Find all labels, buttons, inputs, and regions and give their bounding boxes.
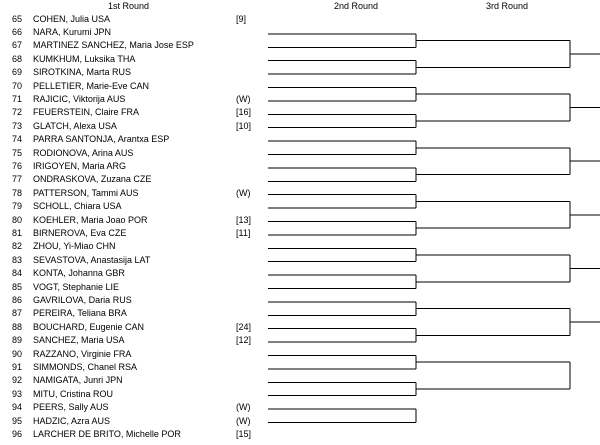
draw-number: 79	[11, 201, 22, 212]
draw-number: 77	[11, 174, 22, 185]
draw-number: 69	[11, 67, 22, 78]
player-name: RAJICIC, Viktorija AUS	[33, 93, 126, 104]
seed-label: (W)	[236, 415, 251, 426]
draw-number: 80	[11, 214, 22, 225]
draw-number: 81	[11, 227, 22, 238]
player-name: VOGT, Stephanie LIE	[33, 281, 120, 292]
draw-number: 70	[11, 80, 22, 91]
player-name: GAVRILOVA, Daria RUS	[33, 294, 132, 305]
seed-label: [9]	[236, 13, 247, 24]
player-name: PEERS, Sally AUS	[33, 402, 109, 413]
player-name: COHEN, Julia USA	[33, 13, 111, 24]
player-name: PATTERSON, Tammi AUS	[33, 187, 139, 198]
draw-number: 67	[11, 40, 22, 51]
header-3rd-round: 3rd Round	[486, 1, 529, 11]
seed-label: [15]	[236, 428, 252, 439]
player-name: SIROTKINA, Marta RUS	[33, 67, 132, 78]
player-name: GLATCH, Alexa USA	[33, 120, 117, 131]
draw-number: 65	[11, 13, 22, 24]
draw-number: 75	[11, 147, 22, 158]
player-name: NAMIGATA, Junri JPN	[33, 375, 123, 386]
player-name: FEUERSTEIN, Claire FRA	[33, 107, 140, 118]
draw-number: 84	[11, 268, 22, 279]
player-name: HADZIC, Azra AUS	[33, 415, 111, 426]
player-name: RODIONOVA, Arina AUS	[33, 147, 134, 158]
draw-number: 89	[11, 335, 22, 346]
draw-number: 83	[11, 254, 22, 265]
draw-number: 76	[11, 160, 22, 171]
draw-number: 74	[11, 134, 22, 145]
seed-label: (W)	[236, 402, 251, 413]
player-name: BOUCHARD, Eugenie CAN	[33, 321, 145, 332]
draw-number: 78	[11, 187, 22, 198]
draw-number: 85	[11, 281, 22, 292]
header-1st-round: 1st Round	[108, 1, 150, 11]
player-name: SEVASTOVA, Anastasija LAT	[33, 254, 151, 265]
seed-label: (W)	[236, 93, 251, 104]
seed-label: [11]	[236, 227, 251, 238]
draw-number: 93	[11, 388, 22, 399]
player-name: ZHOU, Yi-Miao CHN	[33, 241, 116, 252]
draw-number: 90	[11, 348, 22, 359]
draw-number: 86	[11, 294, 22, 305]
header-2nd-round: 2nd Round	[334, 1, 379, 11]
draw-number: 87	[11, 308, 22, 319]
draw-number: 92	[11, 375, 22, 386]
player-name: MITU, Cristina ROU	[33, 388, 114, 399]
draw-number: 96	[11, 428, 22, 439]
player-name: RAZZANO, Virginie FRA	[33, 348, 132, 359]
player-name: LARCHER DE BRITO, Michelle POR	[33, 428, 181, 439]
player-name: SIMMONDS, Chanel RSA	[33, 361, 138, 372]
draw-number: 68	[11, 53, 22, 64]
player-name: SANCHEZ, Maria USA	[33, 335, 125, 346]
draw-number: 91	[11, 361, 22, 372]
player-name: IRIGOYEN, Maria ARG	[33, 160, 127, 171]
player-name: ONDRASKOVA, Zuzana CZE	[33, 174, 152, 185]
draw-number: 73	[11, 120, 22, 131]
player-name: KONTA, Johanna GBR	[33, 268, 125, 279]
player-name: SCHOLL, Chiara USA	[33, 201, 122, 212]
player-name: KUMKHUM, Luksika THA	[33, 53, 136, 64]
seed-label: (W)	[236, 187, 251, 198]
draw-number: 82	[11, 241, 22, 252]
player-name: PARRA SANTONJA, Arantxa ESP	[33, 134, 170, 145]
draw-number: 88	[11, 321, 22, 332]
draw-number: 95	[11, 415, 22, 426]
seed-label: [13]	[236, 214, 252, 225]
seed-label: [24]	[236, 321, 252, 332]
draw-number: 72	[11, 107, 22, 118]
draw-number: 71	[11, 93, 22, 104]
player-name: MARTINEZ SANCHEZ, Maria Jose ESP	[33, 40, 194, 51]
seed-label: [10]	[236, 120, 252, 131]
player-name: PEREIRA, Teliana BRA	[33, 308, 127, 319]
draw-number: 66	[11, 26, 22, 37]
player-name: PELLETIER, Marie-Eve CAN	[33, 80, 150, 91]
seed-label: [12]	[236, 335, 252, 346]
seed-label: [16]	[236, 107, 252, 118]
player-name: BIRNEROVA, Eva CZE	[33, 227, 127, 238]
player-name: NARA, Kurumi JPN	[33, 26, 112, 37]
player-name: KOEHLER, Maria Joao POR	[33, 214, 148, 225]
draw-number: 94	[11, 402, 22, 413]
